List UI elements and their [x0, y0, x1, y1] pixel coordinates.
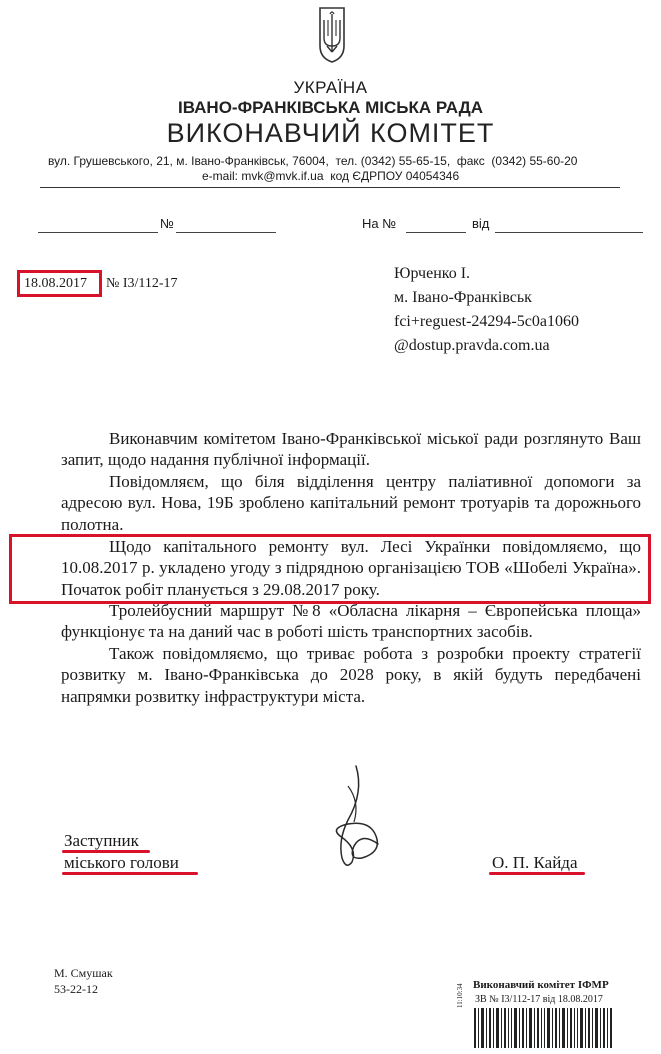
incoming-date-blank	[38, 218, 158, 233]
paragraph-sidewalks: Повідомляєм, що біля відділення центру паліативної допомоги за адресою вул. Нова, 19Б зроблено капітальний ремонт тротуарів та дорожнього полотна.	[61, 472, 641, 534]
paragraph-strategy: Також повідомляємо, що триває робота з розробки проекту стратегії розвитку м. Івано-Франківська до 2028 року, в якій будуть передбачені напрямки розвитку інфраструктури міста.	[61, 644, 641, 706]
reply-date-blank	[495, 218, 643, 233]
from-label: від	[472, 216, 490, 231]
reply-to-label: На №	[362, 216, 397, 231]
header-divider	[40, 187, 620, 188]
committee-title: ВИКОНАВЧИЙ КОМІТЕТ	[166, 118, 495, 148]
incoming-number-blank	[176, 218, 276, 233]
handwritten-signature	[318, 762, 388, 872]
registration-stamp-title: Виконавчий комітет ІФМР	[473, 979, 609, 991]
registration-stamp-number: ЗВ № І3/112-17 від 18.08.2017	[475, 994, 603, 1005]
document-number: № І3/112-17	[106, 276, 178, 291]
recipient-city: м. Івано-Франківськ	[394, 289, 532, 306]
document-date: 18.08.2017	[24, 276, 87, 291]
paragraph-request: Виконавчим комітетом Івано-Франківської міської ради розглянуто Ваш запит, щодо надання публічної інформації.	[61, 429, 641, 470]
signer-title-line1: Заступник	[64, 831, 139, 850]
barcode-code: 11:10:34	[456, 983, 464, 1008]
council-title: ІВАНО-ФРАНКІВСЬКА МІСЬКА РАДА	[178, 98, 483, 117]
underline-title-line2	[62, 872, 198, 875]
address-line: вул. Грушевського, 21, м. Івано-Франківськ, 76004, тел. (0342) 55-65-15, факс (0342) 55-60-20	[48, 154, 578, 168]
paragraph-trolleybus: Тролейбусний маршрут №8 «Обласна лікарня – Європейська площа» функціонує та на даний час в роботі шість транспортних засобів.	[61, 601, 641, 642]
paragraph-lesi-ukrainky: Щодо капітального ремонту вул. Лесі Українки повідомляємо, що 10.08.2017 р. укладено угоду з підрядною організацією ТОВ «Шобелі Україна». Початок робіт планується з 29.08.2017 року.	[61, 537, 641, 599]
reply-number-blank	[406, 218, 466, 233]
signer-title-line2: міського голови	[64, 853, 179, 872]
country-title: УКРАЇНА	[293, 78, 368, 97]
number-label: №	[160, 216, 174, 231]
underline-signer-name	[489, 872, 585, 875]
barcode-icon	[474, 1008, 614, 1048]
recipient-email-line2: @dostup.pravda.com.ua	[394, 337, 550, 354]
executor-name: М. Смушак	[54, 966, 113, 980]
recipient-email-line1: fci+reguest-24294-5c0a1060	[394, 313, 579, 330]
signer-name: О. П. Кайда	[492, 853, 578, 872]
executor-phone: 53-22-12	[54, 982, 98, 996]
recipient-name: Юрченко І.	[394, 265, 471, 282]
email-line: e-mail: mvk@mvk.if.ua код ЄДРПОУ 04054346	[202, 169, 460, 183]
coat-of-arms-icon	[318, 6, 346, 64]
